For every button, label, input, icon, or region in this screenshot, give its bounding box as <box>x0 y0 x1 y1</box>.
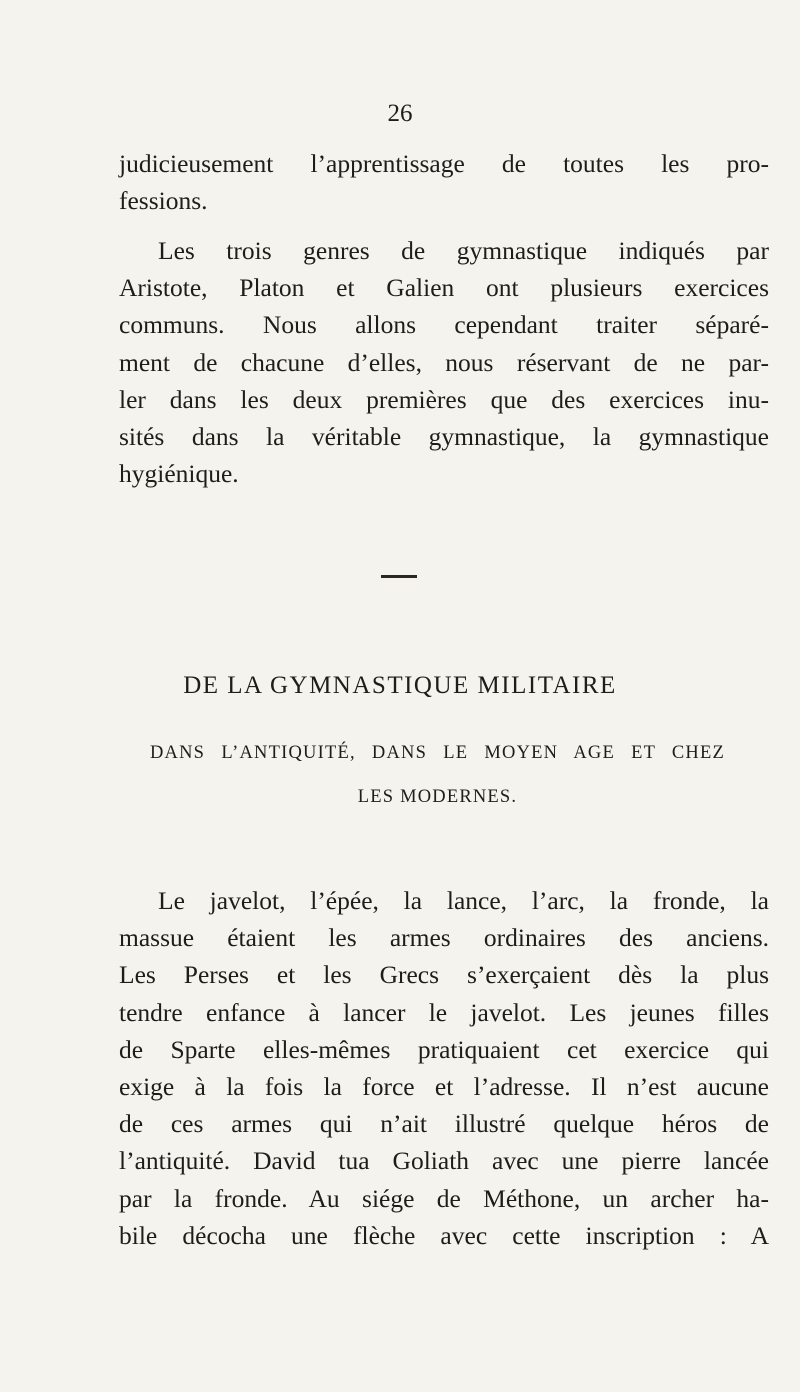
subheading-line: DANS L’ANTIQUITÉ, DANS LE MOYEN AGE ET CHEZ <box>150 743 725 763</box>
text-line: hygiénique. <box>119 459 239 489</box>
text-line: par la fronde. Au siége de Méthone, un archer ha- <box>119 1183 769 1213</box>
paragraph-continued <box>119 145 769 219</box>
text-line: communs. Nous allons cependant traiter séparé- <box>119 310 769 340</box>
page-number: 26 <box>387 100 413 127</box>
text-line: ler dans les deux premières que des exercices inu- <box>119 384 769 414</box>
paragraph-weapons <box>119 882 769 1254</box>
text-line: bile décocha une flèche avec cette inscription : A <box>119 1220 769 1250</box>
text-line: tendre enfance à lancer le javelot. Les jeunes filles <box>119 997 769 1027</box>
paragraph-gymnastics-genres <box>119 232 769 492</box>
text-line: l’antiquité. David tua Goliath avec une pierre lancée <box>119 1146 769 1176</box>
text-line: Les Perses et les Grecs s’exerçaient dès la plus <box>119 960 769 990</box>
subheading-line: LES MODERNES. <box>357 787 518 807</box>
text-line: de ces armes qui n’ait illustré quelque héros de <box>119 1109 769 1139</box>
text-line: de Sparte elles-mêmes pratiquaient cet exercice qui <box>119 1034 769 1064</box>
section-heading: DE LA GYMNASTIQUE MILITAIRE <box>183 672 617 699</box>
text-line: ment de chacune d’elles, nous réservant de ne par- <box>119 347 769 377</box>
text-line: fessions. <box>119 186 208 216</box>
text-line: Les trois genres de gymnastique indiqués par <box>158 236 769 265</box>
section-subheading <box>150 731 725 819</box>
text-line: Le javelot, l’épée, la lance, l’arc, la fronde, la <box>158 886 769 915</box>
text-line: massue étaient les armes ordinaires des anciens. <box>119 923 769 953</box>
text-line: exige à la fois la force et l’adresse. Il n’est aucune <box>119 1072 769 1102</box>
text-line: judicieusement l’apprentissage de toutes les pro- <box>119 149 769 178</box>
text-line: sités dans la véritable gymnastique, la gymnastique <box>119 422 769 452</box>
text-line: Aristote, Platon et Galien ont plusieurs exercices <box>119 273 769 303</box>
section-divider <box>381 575 417 578</box>
